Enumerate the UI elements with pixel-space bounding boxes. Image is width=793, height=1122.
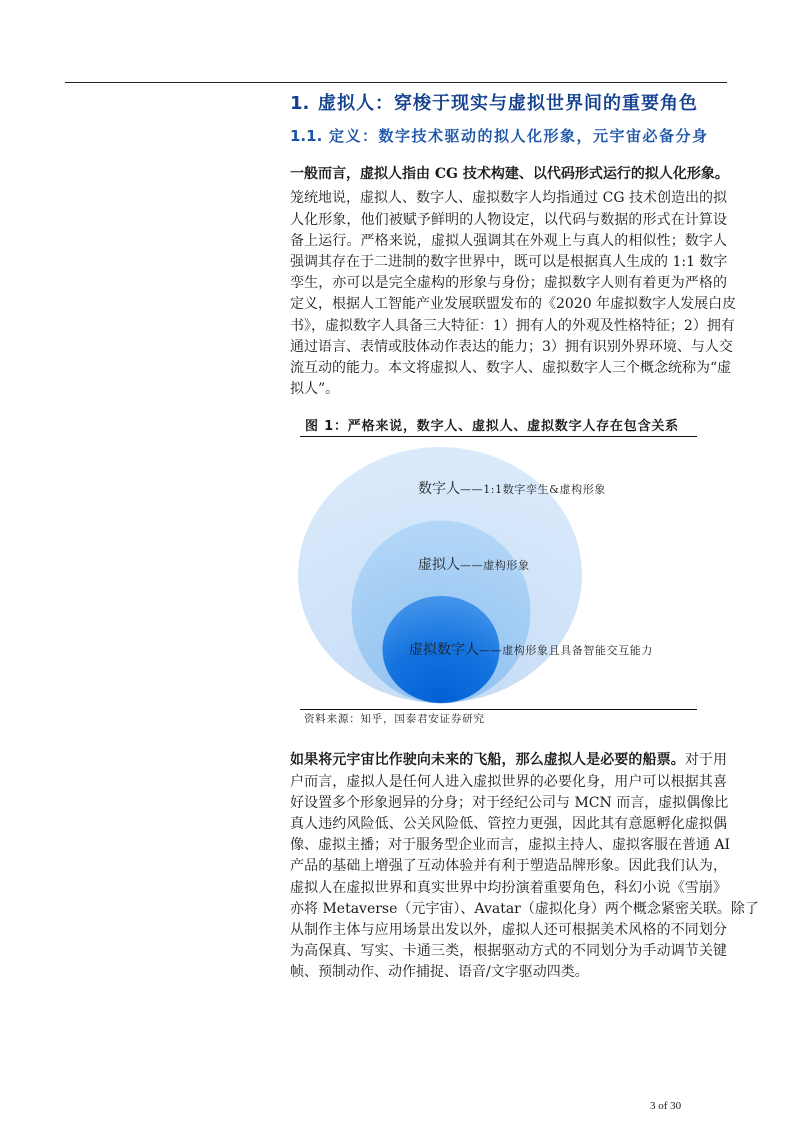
section-heading (290, 93, 698, 115)
analogy-lead-line (290, 750, 727, 771)
body-line: 亦将 Metaverse（元宇宙）、Avatar（虚拟化身）两个概念紧密关联。除了 (290, 900, 759, 917)
section-title: 虚拟人：穿梭于现实与虚拟世界间的重要角色 (318, 93, 698, 114)
body-line: 为高保真、写实、卡通三类，根据驱动方式的不同划分为手动调节关键 (290, 943, 727, 960)
circle-desc: ——虚构形象且具备智能交互能力 (479, 644, 653, 657)
figure-source: 资料来源：知乎，国泰君安证券研究 (304, 713, 485, 725)
body-line: 强调其存在于二进制的数字世界中，既可以是根据真人生成的 1:1 数字 (290, 253, 728, 270)
body-line: 人化形象，他们被赋予鲜明的人物设定，以代码与数据的形式在计算设 (290, 211, 727, 228)
body-line: 从制作主体与应用场景出发以外，虚拟人还可根据美术风格的不同划分 (290, 921, 727, 938)
analogy-lead-tail: 对于用 (684, 752, 728, 769)
intro-paragraph (290, 164, 737, 400)
intro-lead-line (290, 164, 727, 185)
figure-caption: 图 1：严格来说，数字人、虚拟人、虚拟数字人存在包含关系 (305, 419, 679, 434)
body-line: 拟人”。 (290, 381, 340, 398)
body-line: 产品的基础上增强了互动体验并有利于塑造品牌形象。因此我们认为， (290, 858, 727, 875)
virtual-human-label (418, 555, 530, 575)
virtual-digital-human-label (409, 640, 653, 660)
body-line: 笼统地说，虚拟人、数字人、虚拟数字人均指通过 CG 技术创造出的拟 (290, 190, 727, 207)
circle-name: 数字人 (418, 481, 460, 497)
body-line: 流互动的能力。本文将虚拟人、数字人、虚拟数字人三个概念统称为“虚 (290, 359, 732, 376)
header-rule (65, 82, 727, 83)
subsection-number: 1.1. (290, 127, 323, 145)
body-line: 备上运行。严格来说，虚拟人强调其在外观上与真人的相似性；数字人 (290, 232, 727, 249)
circle-name: 虚拟数字人 (409, 642, 479, 658)
circle-desc: ——虚构形象 (460, 559, 530, 572)
intro-lead: 一般而言，虚拟人指由 CG 技术构建、以代码形式运行的拟人化形象。 (290, 166, 729, 183)
body-line: 户而言，虚拟人是任何人进入虚拟世界的必要化身，用户可以根据其喜 (290, 773, 727, 790)
body-line: 虚拟人在虚拟世界和真实世界中均扮演着重要角色，科幻小说《雪崩》 (290, 879, 727, 896)
digital-human-label (418, 479, 606, 499)
body-line: 孪生，亦可以是完全虚构的形象与身份；虚拟数字人则有着更为严格的 (290, 275, 727, 292)
analogy-lead: 如果将元宇宙比作驶向未来的飞船，那么虚拟人是必要的船票。 (290, 752, 685, 769)
circle-name: 虚拟人 (418, 557, 460, 573)
body-line: 像、虚拟主播；对于服务型企业而言，虚拟主持人、虚拟客服在普通 AI (290, 837, 731, 854)
body-line: 好设置多个形象迥异的分身；对于经纪公司与 MCN 而言，虚拟偶像比 (290, 794, 729, 811)
circle-desc: ——1:1数字孪生&虚构形象 (460, 483, 606, 496)
body-line: 帧、预制动作、动作捕捉、语音/文字驱动四类。 (290, 964, 589, 981)
analogy-paragraph (290, 750, 759, 983)
figure-bottom-rule (300, 709, 697, 710)
body-line: 通过语言、表情或肢体动作表达的能力；3）拥有识别外界环境、与人交 (290, 338, 733, 355)
section-number: 1. (290, 93, 310, 114)
subsection-heading (290, 126, 709, 146)
body-line: 书》，虚拟数字人具备三大特征：1）拥有人的外观及性格特征；2）拥有 (290, 317, 735, 334)
body-line: 真人违约风险低、公关风险低、管控力更强，因此其有意愿孵化虚拟偶 (290, 815, 727, 832)
subsection-title: 定义：数字技术驱动的拟人化形象，元宇宙必备分身 (329, 127, 709, 145)
figure-top-rule (300, 436, 697, 437)
body-line: 定义，根据人工智能产业发展联盟发布的《2020 年虚拟数字人发展白皮 (290, 296, 737, 313)
page-number: 3 of 30 (650, 1100, 682, 1112)
